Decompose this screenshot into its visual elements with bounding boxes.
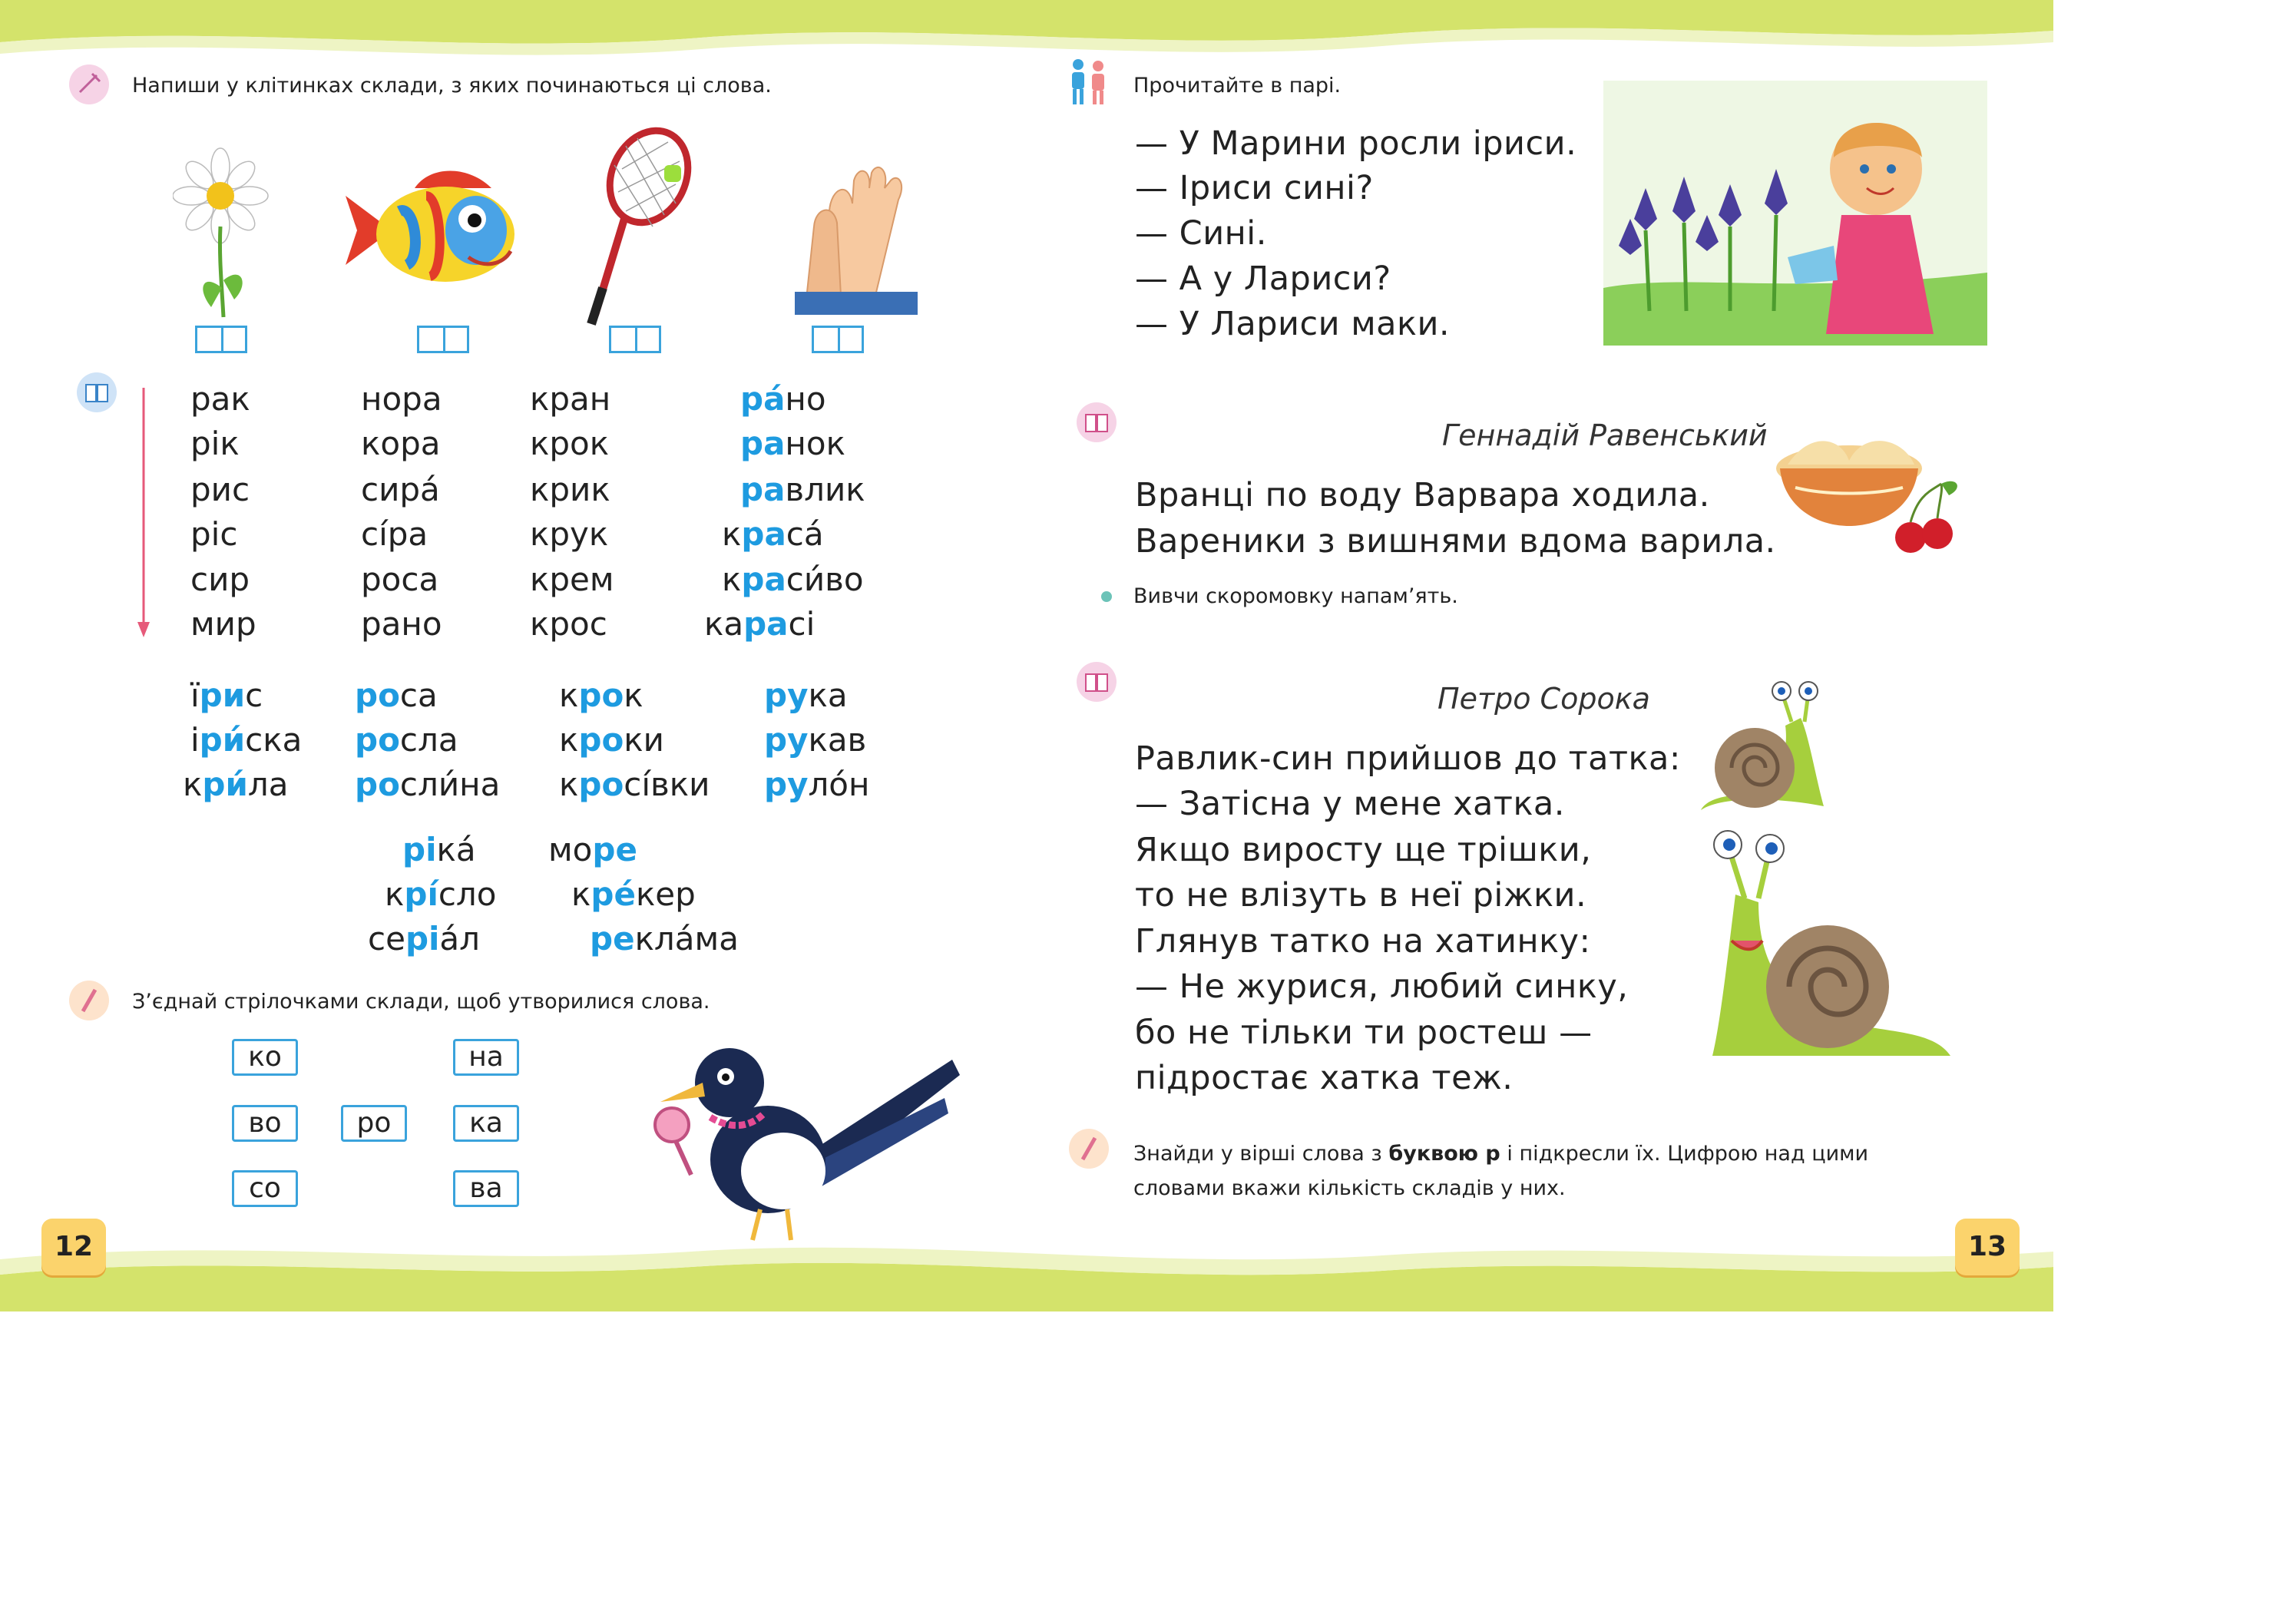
word-cell: крем — [530, 561, 614, 598]
poem-line: Якщо виросту ще трішки, — [1135, 831, 1592, 869]
syllable-tile[interactable]: ва — [453, 1170, 519, 1207]
syllable-boxes-3[interactable] — [609, 326, 661, 353]
big-snail-icon — [1705, 825, 1958, 1071]
dialog-line: — У Марини росли іриси. — [1135, 124, 1577, 163]
syllable-tile[interactable]: ка — [453, 1105, 519, 1142]
word-cell: рис — [190, 471, 250, 508]
dialog-line: — Іриси сині? — [1135, 169, 1374, 207]
word-cell: крос — [530, 605, 607, 643]
top-border — [0, 0, 2053, 61]
word-cell: росли́на — [355, 766, 501, 803]
word-cell: рік — [190, 425, 240, 462]
down-arrow-icon — [135, 388, 152, 641]
word-cell: руло́н — [764, 766, 870, 803]
syllable-tile[interactable]: ро — [341, 1105, 407, 1142]
bottom-border — [0, 1236, 2053, 1311]
word-cell: крук — [530, 515, 609, 553]
task-find-words-instruction: Знайди у вірші слова з буквою р і підкресли їх. Цифрою над цими — [1133, 1142, 1869, 1166]
word-cell: рекла́ма — [590, 920, 739, 958]
poem-author: Петро Сорока — [1437, 682, 1650, 716]
dialog-line: — А у Лариси? — [1135, 260, 1391, 298]
clapping-hands-icon — [776, 165, 929, 319]
poem-line: Равлик-син прийшов до татка: — [1135, 739, 1681, 778]
word-cell: їрис — [190, 676, 263, 714]
poem-author: Геннадій Равенський — [1442, 418, 1768, 452]
poem-line: Глянув татко на хатинку: — [1135, 922, 1591, 961]
page-number-left: 12 — [41, 1219, 106, 1275]
task-pair-reading-instruction: Прочитайте в парі. — [1133, 74, 1342, 98]
word-cell: сі́ра — [361, 515, 428, 553]
word-cell: роса — [355, 676, 438, 714]
word-cell: ра́но — [740, 380, 826, 418]
word-cell: кросі́вки — [559, 766, 710, 803]
syllable-boxes-1[interactable] — [195, 326, 247, 353]
poem-line: підростає хатка теж. — [1135, 1059, 1514, 1097]
poem-line: то не влізуть в неї ріжки. — [1135, 876, 1587, 915]
word-cell: крок — [530, 425, 610, 462]
syllable-tile[interactable]: на — [453, 1039, 519, 1076]
syllable-tile[interactable]: ко — [232, 1039, 298, 1076]
word-cell: крок — [559, 676, 643, 714]
dumplings-bowl-image — [1765, 422, 1972, 561]
girl-watering-irises-image — [1603, 81, 1987, 346]
word-cell: кран — [530, 380, 611, 418]
word-cell: кроки — [559, 721, 664, 759]
word-cell: росла — [355, 721, 458, 759]
dialog-line: — У Лариси маки. — [1135, 305, 1451, 343]
word-cell: ріс — [190, 515, 238, 553]
task-write-instruction: Напиши у клітинках склади, з яких починаються ці слова. — [132, 74, 772, 98]
word-cell: рука — [764, 676, 848, 714]
poem-line: — Не журися, любий синку, — [1135, 967, 1629, 1006]
syllable-tile[interactable]: со — [232, 1170, 298, 1207]
page-number-right: 13 — [1955, 1219, 2020, 1275]
syllable-boxes-2[interactable] — [417, 326, 469, 353]
poem-line: — Затісна у мене хатка. — [1135, 785, 1565, 823]
syllable-tile[interactable]: во — [232, 1105, 298, 1142]
word-cell: нора — [361, 380, 442, 418]
memorize-note: Вивчи скоромовку напам’ять. — [1133, 584, 1458, 608]
word-cell: роса — [361, 561, 439, 598]
read-book-icon — [77, 372, 117, 412]
pencil-task-icon — [1069, 1129, 1109, 1169]
word-cell: сир — [190, 561, 250, 598]
task-connect-instruction: З’єднай стрілочками склади, щоб утворилися слова. — [132, 990, 710, 1014]
syllable-boxes-4[interactable] — [812, 326, 864, 353]
word-cell: серіа́л — [368, 920, 480, 958]
word-cell: сира́ — [361, 471, 440, 508]
word-cell: кора — [361, 425, 441, 462]
bullet-icon — [1101, 591, 1112, 602]
daisy-flower-icon — [173, 142, 273, 319]
word-cell: мир — [190, 605, 256, 643]
word-cell: крі́сло — [385, 875, 497, 913]
word-cell: равлик — [740, 471, 865, 508]
magpie-icon — [645, 1029, 968, 1259]
poem-line: бо не тільки ти ростеш — — [1135, 1014, 1593, 1052]
word-cell: море — [548, 831, 637, 868]
write-task-icon — [69, 64, 109, 104]
pencil-task-icon — [69, 981, 109, 1020]
word-cell: ріка́ — [402, 831, 476, 868]
word-cell: ранок — [740, 425, 845, 462]
task-find-words-instruction-line2: словами вкажи кількість складів у них. — [1133, 1176, 1566, 1200]
word-cell: кре́кер — [571, 875, 696, 913]
word-cell: краси́во — [722, 561, 864, 598]
word-cell: рано — [361, 605, 442, 643]
word-cell: крик — [530, 471, 610, 508]
poem-line: Вареники з вишнями вдома варила. — [1135, 522, 1776, 561]
tennis-racket-icon — [580, 123, 695, 330]
fish-icon — [346, 165, 530, 296]
word-cell: рукав — [764, 721, 867, 759]
read-book-icon — [1077, 662, 1117, 702]
word-cell: рак — [190, 380, 250, 418]
read-book-icon — [1077, 402, 1117, 442]
dialog-line: — Сині. — [1135, 214, 1267, 253]
word-cell: іри́ска — [190, 721, 303, 759]
poem-line: Вранці по воду Варвара ходила. — [1135, 476, 1710, 514]
word-cell: кри́ла — [183, 766, 289, 803]
small-snail-icon — [1693, 680, 1839, 818]
word-cell: карасі — [704, 605, 816, 643]
word-cell: краса́ — [722, 515, 824, 553]
pair-reading-icon — [1066, 57, 1112, 106]
